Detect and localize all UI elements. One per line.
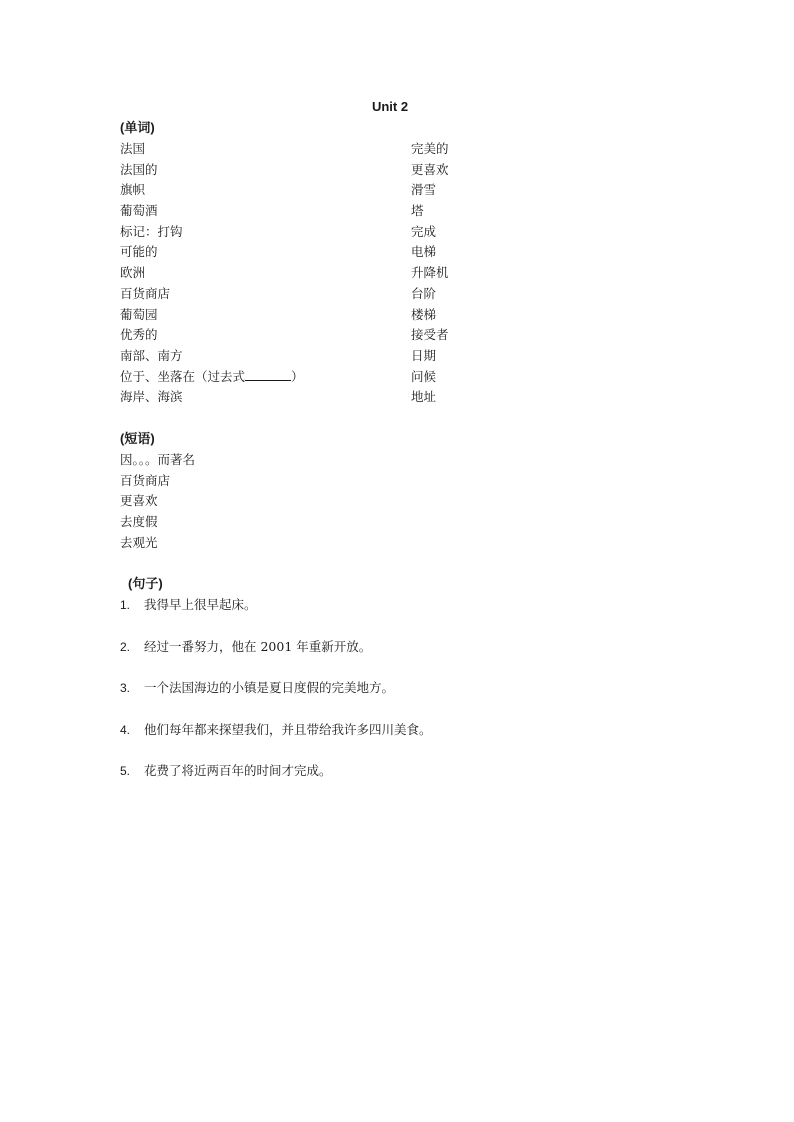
vocab-item: 法国的	[120, 161, 158, 177]
sentence-item	[120, 680, 720, 722]
vocab-item: 日期	[411, 347, 437, 363]
vocab-item: 百货商店	[120, 285, 171, 301]
vocab-item: 完美的	[411, 141, 449, 156]
phrase-item: 百货商店	[120, 472, 171, 488]
vocab-left-column	[120, 139, 380, 408]
sentence-number: 2.	[120, 639, 131, 654]
page-title: Unit 2	[371, 99, 409, 114]
phrase-item: 更喜欢	[120, 493, 158, 509]
sentence-item	[120, 597, 720, 639]
phrases-heading: (短语)	[120, 431, 155, 446]
sentence-number: 4.	[120, 722, 131, 737]
vocab-item: 楼梯	[411, 306, 437, 322]
vocab-item: 葡萄园	[120, 306, 158, 322]
vocab-item: 南部、南方	[120, 347, 183, 363]
sentence-text: 他们每年都来探望我们，并且带给我许多四川美食。	[144, 721, 432, 737]
sentence-text: 我得早上很早起床。	[144, 597, 257, 612]
sentence-number: 3.	[120, 681, 131, 695]
vocab-item-with-blank	[120, 367, 380, 388]
vocab-item: 旗帜	[120, 182, 146, 198]
vocab-item: 滑雪	[411, 182, 437, 198]
vocab-item: 问候	[411, 368, 437, 384]
sentence-item	[120, 722, 720, 764]
vocab-item: 电梯	[411, 244, 437, 260]
vocab-item: 优秀的	[120, 327, 158, 343]
phrase-item: 去观光	[120, 534, 158, 550]
phrase-item: 去度假	[120, 514, 158, 530]
sentence-list	[120, 597, 720, 805]
vocab-item: 完成	[411, 223, 437, 239]
sentences-heading: (句子)	[128, 576, 163, 591]
phrase-item: 因。。。而著名	[120, 452, 196, 467]
vocab-item: 更喜欢	[411, 161, 449, 177]
sentence-item	[120, 763, 720, 805]
vocab-item: 法国	[120, 141, 146, 156]
vocab-item: 地址	[411, 389, 437, 405]
sentence-item	[120, 639, 720, 681]
sentence-number: 5.	[120, 764, 131, 778]
sentence-text: 经过一番努力，他在 2001 年重新开放。	[144, 638, 372, 654]
vocab-item: 台阶	[411, 285, 437, 301]
blank-suffix: ）	[291, 368, 304, 384]
vocab-item: 标记：打钩	[120, 223, 183, 239]
vocab-item: 欧洲	[120, 265, 146, 281]
vocab-item-text: 位于、坐落在（过去式	[120, 368, 246, 384]
vocab-item: 葡萄酒	[120, 203, 158, 219]
sentence-number: 1.	[120, 598, 131, 612]
vocab-item: 可能的	[120, 244, 158, 260]
phrase-list	[120, 450, 420, 553]
sentence-text: 一个法国海边的小镇是夏日度假的完美地方。	[144, 680, 395, 695]
vocab-item: 海岸、海滨	[120, 389, 183, 405]
vocab-item: 塔	[411, 203, 424, 219]
vocab-item: 升降机	[411, 265, 449, 281]
vocab-right-column	[411, 139, 671, 408]
fill-in-blank	[245, 369, 291, 381]
sentence-text: 花费了将近两百年的时间才完成。	[144, 763, 332, 778]
vocab-item: 接受者	[411, 327, 449, 343]
words-heading: (单词)	[120, 120, 155, 135]
